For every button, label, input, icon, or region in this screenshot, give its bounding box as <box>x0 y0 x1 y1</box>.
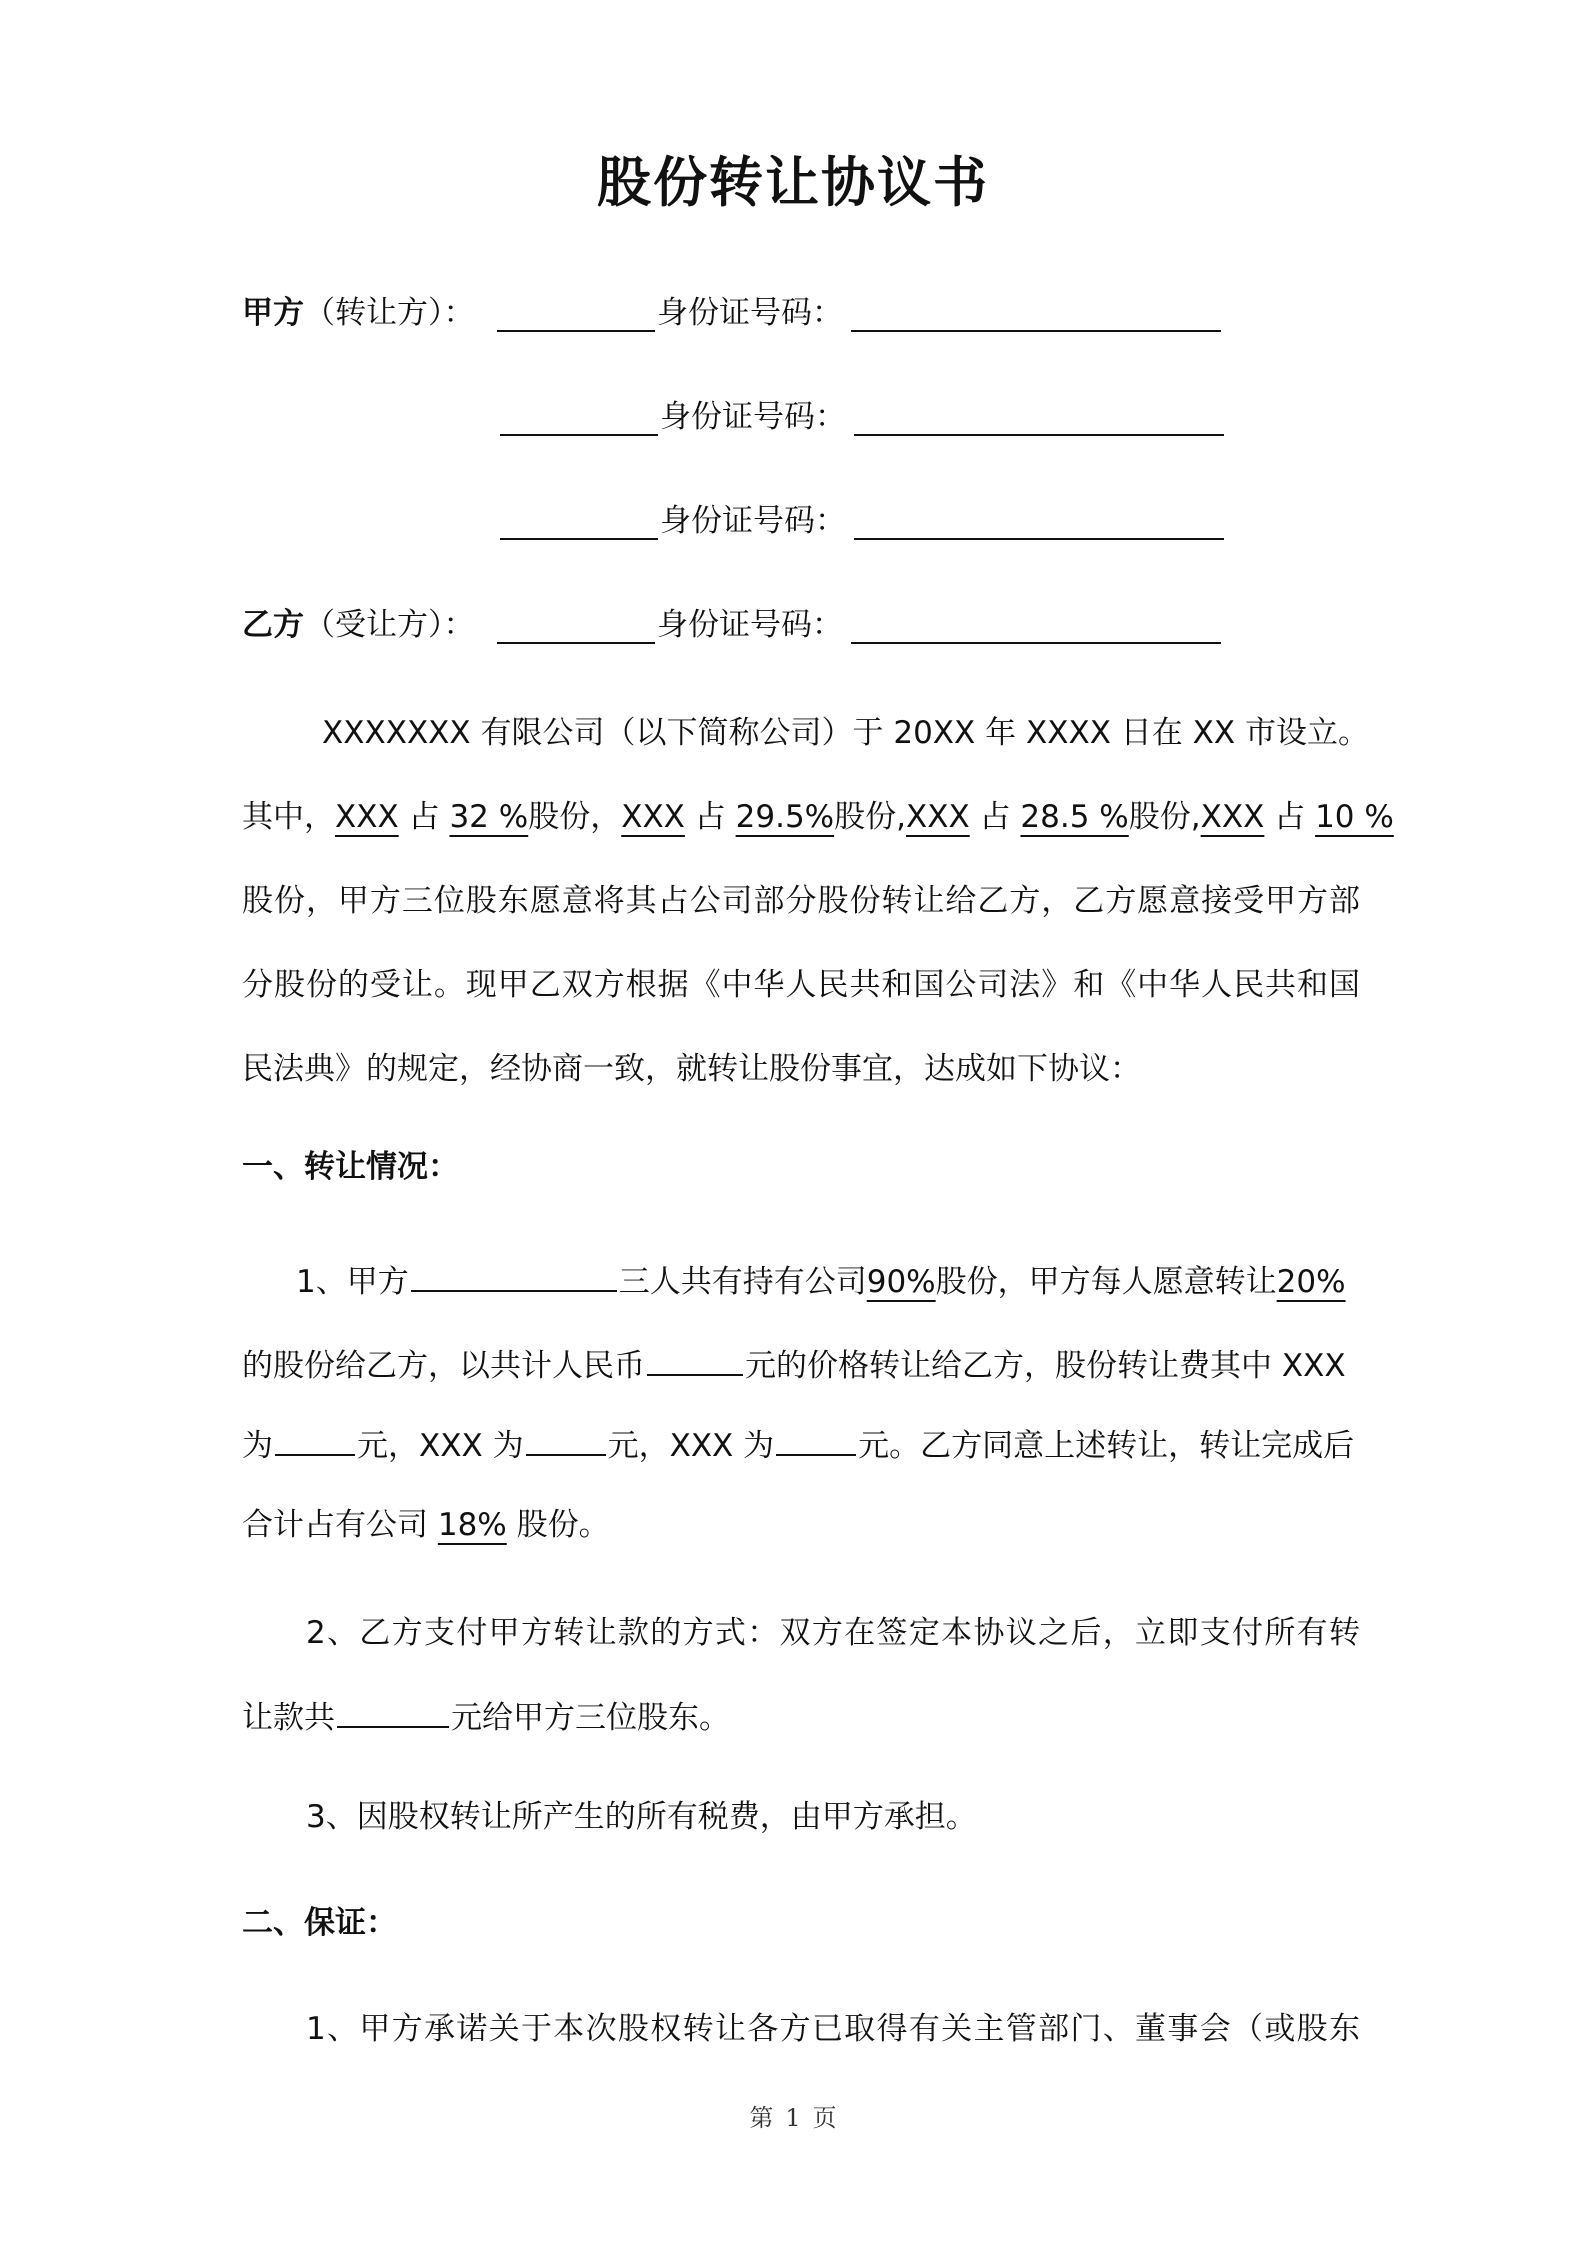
payment-amount-blank <box>337 1692 449 1728</box>
price-blank-3 <box>776 1420 856 1456</box>
shareholder-4-name: XXX <box>1200 799 1265 835</box>
party-a-id-blank-2 <box>854 400 1224 436</box>
intro-line-2: 其中，XXX 占 32 %股份，XXX 占 29.5%股份,XXX 占 28.5 %股份,XXX 占 10 % <box>242 799 1394 835</box>
shareholder-3-name: XXX <box>905 799 970 835</box>
shareholder-1-name: XXX <box>335 799 399 835</box>
party-b-id-label: 身份证号码： <box>657 607 843 643</box>
page-number: 第 1 页 <box>749 2104 837 2132</box>
price-blank-1 <box>275 1420 355 1456</box>
party-a-id-blank-1 <box>851 296 1221 332</box>
total-price-blank <box>647 1340 743 1376</box>
section-1-item-1-line-4: 合计占有公司 18% 股份。 <box>242 1507 610 1543</box>
section-1-item-3: 3、因股权转让所产生的所有税费，由甲方承担。 <box>306 1799 977 1835</box>
party-a-name-blank-3 <box>500 504 658 540</box>
party-a-label: 甲方 <box>242 295 304 331</box>
shareholder-1-percent: 32 % <box>449 799 529 835</box>
party-a-names-blank <box>411 1256 617 1292</box>
transfer-percent-each: 20% <box>1276 1264 1346 1300</box>
party-a-id-label-1: 身份证号码： <box>657 295 843 331</box>
party-a-id-label-2: 身份证号码： <box>660 399 846 435</box>
section-1-item-1-line-3: 为 元，XXX 为 元，XXX 为 元。乙方同意上述转让，转让完成后 <box>242 1420 1360 1469</box>
party-b-id-blank <box>851 608 1221 644</box>
party-a-name-blank-1 <box>497 296 655 332</box>
intro-line-5: 民法典》的规定，经协商一致，就转让股份事宜，达成如下协议： <box>242 1051 1141 1087</box>
party-b-label-role: （受让方）： <box>304 607 475 643</box>
section-1-item-1-line-2: 的股份给乙方，以共计人民币 元的价格转让给乙方，股份转让费其中 XXX <box>242 1340 1360 1389</box>
party-a-label-role: （转让方）： <box>304 295 475 331</box>
shareholder-4-percent: 10 % <box>1315 799 1394 835</box>
total-held-percent: 90% <box>866 1264 936 1300</box>
shareholder-2-name: XXX <box>621 799 685 835</box>
intro-line-1: XXXXXXX 有限公司（以下简称公司）于 20XX 年 XXXX 日在 XX 市设立。 <box>322 715 1369 751</box>
shareholder-2-percent: 29.5% <box>735 799 835 835</box>
shareholder-3-percent: 28.5 % <box>1020 799 1129 835</box>
party-b-label: 乙方 <box>242 607 304 643</box>
intro-line-3: 股份，甲方三位股东愿意将其占公司部分股份转让给乙方，乙方愿意接受甲方部 <box>242 883 1360 919</box>
intro-line-4: 分股份的受让。现甲乙双方根据《中华人民共和国公司法》和《中华人民共和国 <box>242 967 1360 1003</box>
section-1-item-2-line-1: 2、乙方支付甲方转让款的方式：双方在签定本协议之后，立即支付所有转 <box>306 1615 1360 1651</box>
final-stake-percent: 18% <box>437 1507 507 1543</box>
section-2-heading: 二、保证： <box>242 1905 397 1941</box>
section-1-heading: 一、转让情况： <box>242 1149 459 1185</box>
document-title: 股份转让协议书 <box>597 151 989 214</box>
party-b-name-blank <box>497 608 655 644</box>
party-a-id-blank-3 <box>854 504 1224 540</box>
section-1-item-2-line-2: 让款共 元给甲方三位股东。 <box>242 1692 1360 1741</box>
party-a-id-label-3: 身份证号码： <box>660 503 846 539</box>
party-a-name-blank-2 <box>500 400 658 436</box>
section-2-item-1: 1、甲方承诺关于本次股权转让各方已取得有关主管部门、董事会（或股东 <box>306 2011 1360 2047</box>
price-blank-2 <box>526 1420 606 1456</box>
section-1-item-1-line-1: 1、甲方 三人共有持有公司90%股份，甲方每人愿意转让20% <box>296 1256 1360 1305</box>
